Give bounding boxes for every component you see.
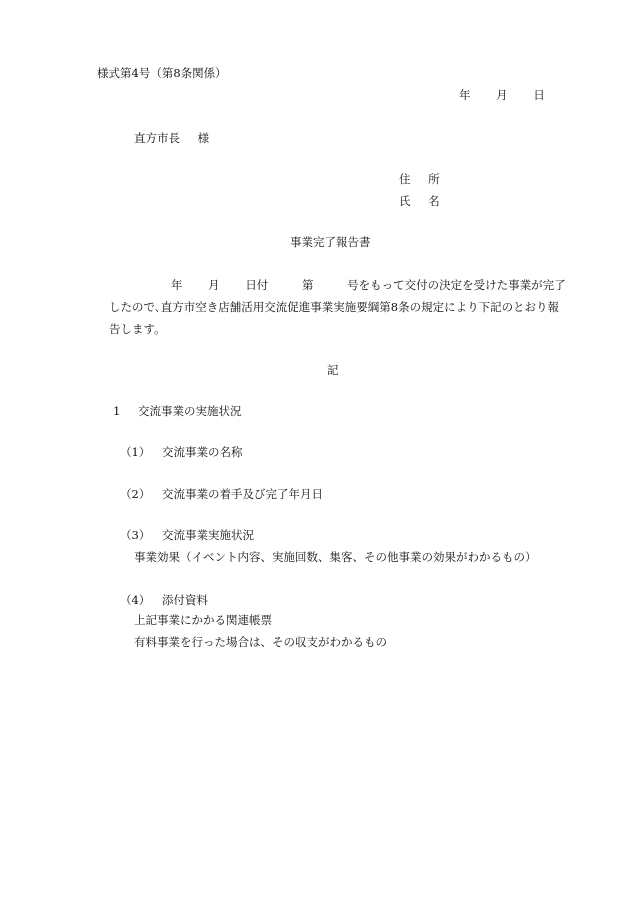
ki-heading: 記 bbox=[327, 363, 339, 377]
section-1-heading: 1 交流事業の実施状況 bbox=[113, 404, 242, 418]
item-4-detail-1: 上記事業にかかる関連帳票 bbox=[134, 613, 272, 627]
body-line-3: 告します。 bbox=[109, 322, 166, 336]
item-4-detail-2: 有料事業を行った場合は、その収支がわかるもの bbox=[134, 635, 387, 649]
form-label: 様式第4号（第8条関係） bbox=[97, 66, 227, 80]
item-3-detail: 事業効果（イベント内容、実施回数、集客、その他事業の効果がわかるもの） bbox=[134, 550, 537, 564]
item-2: （2） 交流事業の着手及び完了年月日 bbox=[120, 487, 323, 501]
date-day: 日 bbox=[533, 88, 545, 102]
body-line-1: 年 月 日付 第 号をもって交付の決定を受けた事業が完了 bbox=[171, 278, 566, 292]
item-4: （4） 添付資料 bbox=[120, 593, 208, 607]
addressee-honorific: 様 bbox=[197, 131, 210, 145]
address-label: 住 所 bbox=[399, 172, 440, 186]
body-line-2: したので､直方市空き店舗活用交流促進事業実施要綱第8条の規定により下記のとおり報 bbox=[109, 300, 560, 314]
date-year: 年 bbox=[459, 88, 471, 102]
addressee-name: 直方市長 bbox=[134, 131, 180, 145]
date-line bbox=[459, 90, 545, 102]
item-1: （1） 交流事業の名称 bbox=[120, 445, 243, 459]
date-month: 月 bbox=[496, 88, 508, 102]
addressee bbox=[134, 133, 209, 145]
document-title: 事業完了報告書 bbox=[290, 235, 371, 249]
item-3: （3） 交流事業実施状況 bbox=[120, 528, 254, 542]
name-label: 氏 名 bbox=[399, 194, 440, 208]
